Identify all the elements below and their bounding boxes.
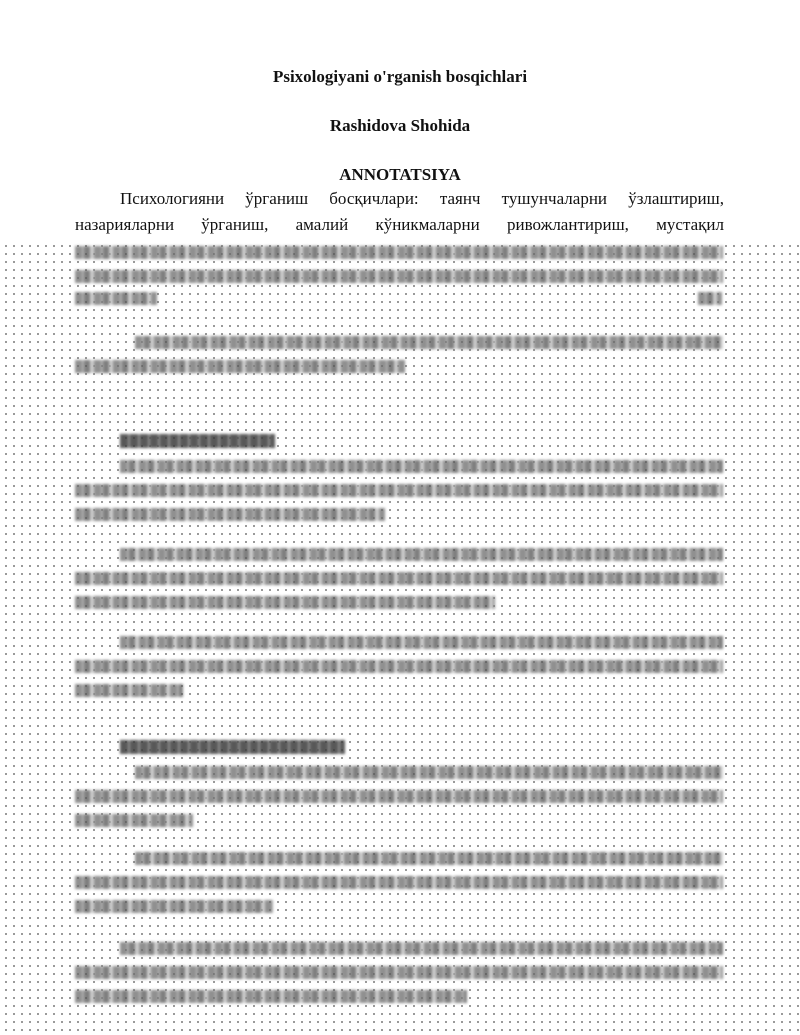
abstract-text [75, 186, 724, 238]
obscured-text-line [120, 636, 723, 649]
obscured-text-line [698, 292, 722, 305]
author-name: Rashidova Shohida [329, 116, 471, 135]
obscured-text-line [75, 790, 723, 803]
obscured-text-line [75, 966, 723, 979]
obscured-text-line [75, 990, 467, 1003]
obscured-text-line [120, 942, 723, 955]
obscured-section-heading [120, 740, 345, 754]
obscured-text-line [135, 766, 723, 779]
obscured-text-line [75, 484, 723, 497]
obscured-keywords-line [75, 360, 405, 373]
abstract-line-1: Психологияни ўрганиш босқичлари: таянч тушунчаларни ўзлаштириш, [120, 189, 724, 208]
obscured-text-line [75, 660, 723, 673]
obscured-text-line [75, 876, 723, 889]
obscured-text-line [135, 852, 723, 865]
abstract-heading: ANNOTATSIYA [339, 165, 461, 184]
obscured-section-heading [120, 434, 275, 448]
obscured-text-line [75, 684, 183, 697]
obscured-text-line [75, 292, 157, 305]
obscured-text-line [75, 508, 385, 521]
obscured-text-line [75, 596, 495, 609]
obscured-text-line [75, 246, 723, 259]
obscured-text-line [120, 548, 723, 561]
obscured-keywords-line [135, 336, 723, 349]
obscured-text-line [120, 460, 723, 473]
obscured-text-line [75, 270, 723, 283]
obscured-text-line [75, 814, 193, 827]
obscured-text-line [75, 572, 723, 585]
abstract-line-2: назарияларни ўрганиш, амалий кўникмаларни ривожлантириш, мустақил [75, 215, 724, 234]
document-title: Psixologiyani o'rganish bosqichlari [272, 67, 528, 86]
obscured-text-line [75, 900, 273, 913]
